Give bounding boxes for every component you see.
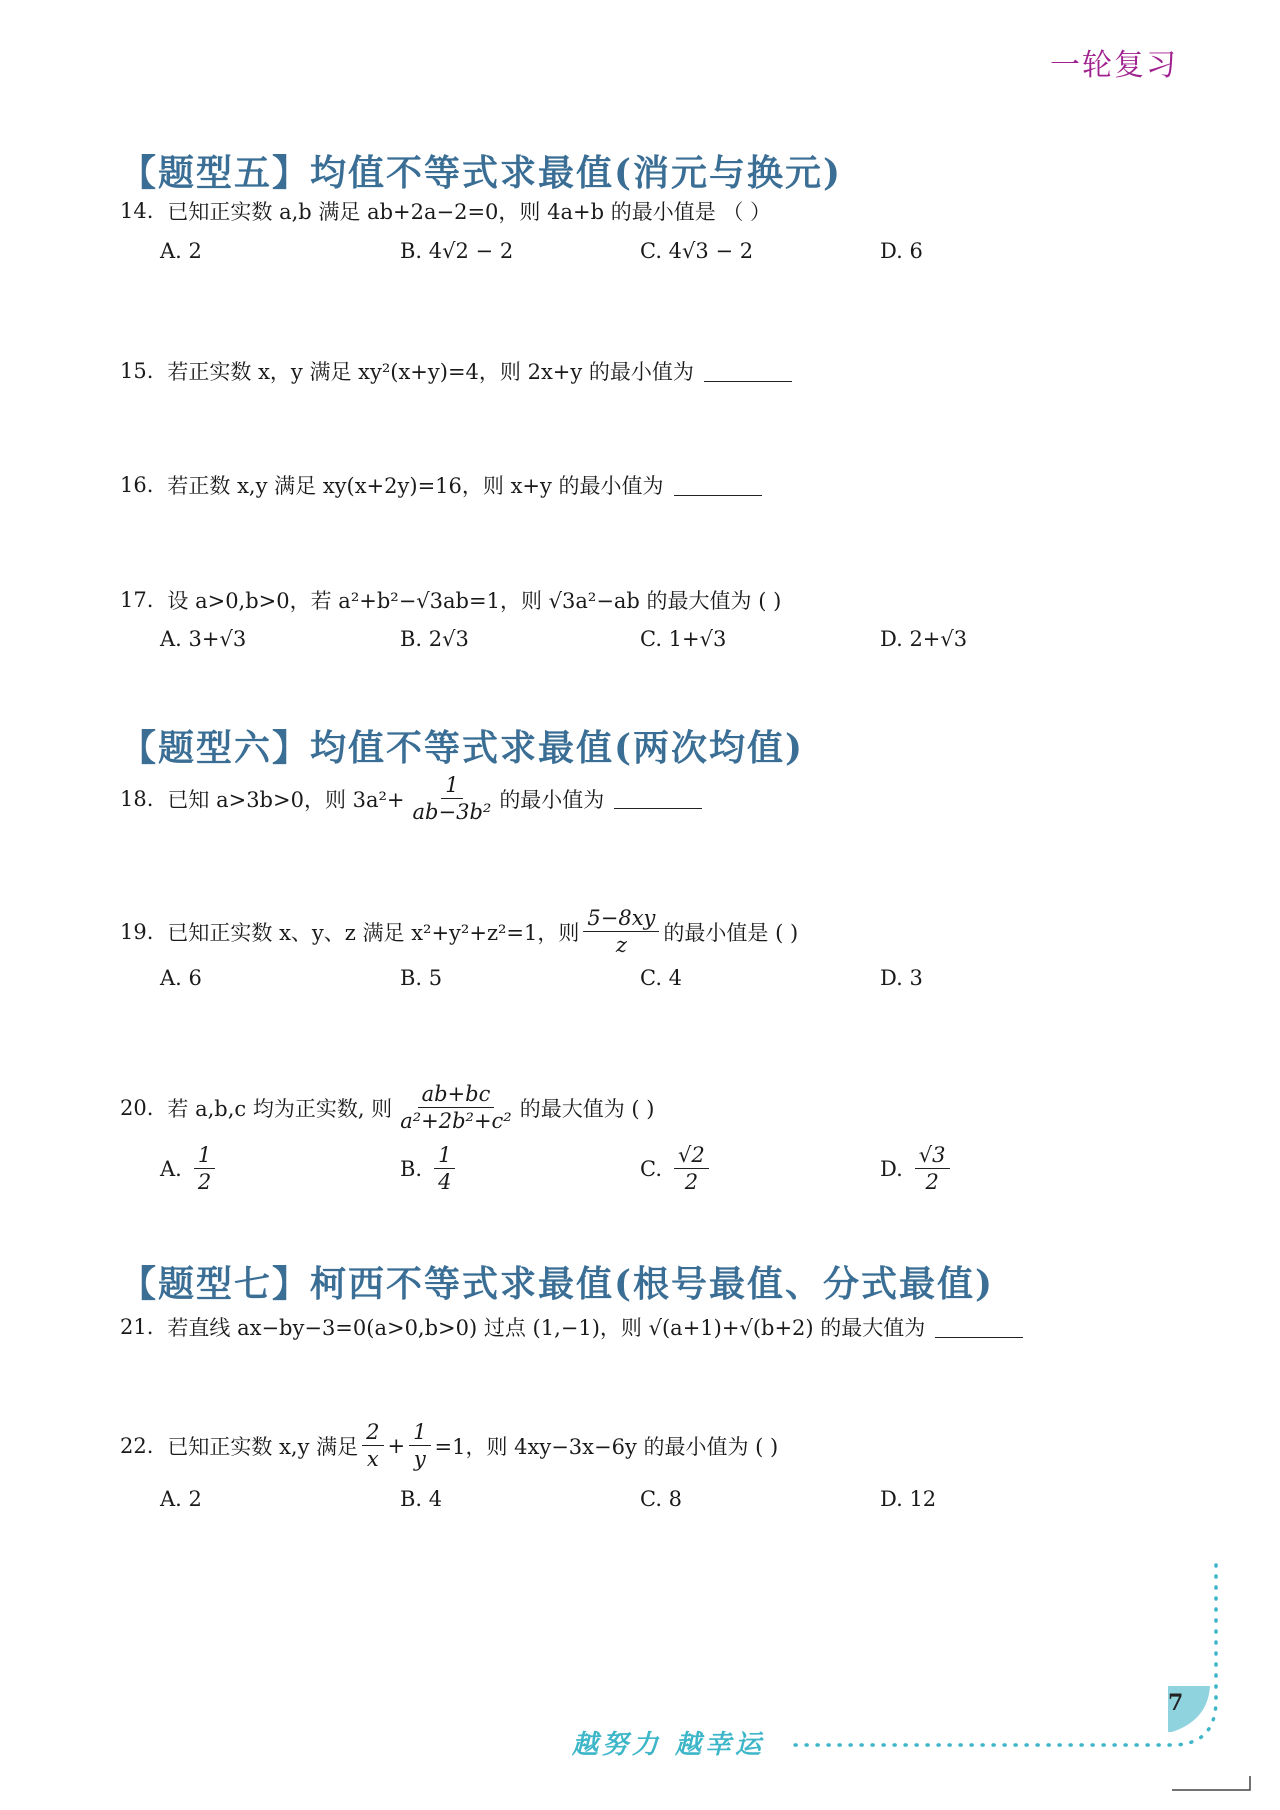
fraction-denominator: 2 bbox=[925, 1170, 939, 1195]
question-stem-post: 的最小值是 ( ) bbox=[663, 920, 799, 945]
question-stem: 已知正实数 a,b 满足 ab+2a−2=0，则 4a+b 的最小值是 （ ） bbox=[167, 200, 772, 224]
plus-sign: + bbox=[387, 1433, 406, 1458]
option-a[interactable]: A. 6 bbox=[160, 966, 202, 990]
section-title-type7: 【题型七】柯西不等式求最值(根号最值、分式最值) bbox=[120, 1263, 995, 1305]
fraction-numerator: √2 bbox=[674, 1143, 709, 1169]
fraction-numerator: 2 bbox=[362, 1420, 383, 1446]
question-stem-post: 的最小值为 bbox=[499, 787, 605, 812]
option-b[interactable]: B. 2√3 bbox=[400, 627, 469, 651]
option-label: B. bbox=[400, 1156, 423, 1181]
question-stem-post: =1，则 4xy−3x−6y 的最小值为 ( ) bbox=[434, 1434, 779, 1459]
question-stem: 若直线 ax−by−3=0(a>0,b>0) 过点 (1,−1)，则 √(a+1)+√(b+2) 的最大值为 bbox=[167, 1316, 926, 1340]
question-number: 21. bbox=[120, 1315, 154, 1339]
question-stem: 若正实数 x，y 满足 xy²(x+y)=4，则 2x+y 的最小值为 bbox=[167, 360, 694, 384]
question-stem-pre: 已知 a>3b>0，则 3a²+ bbox=[167, 787, 405, 812]
corner-mark bbox=[1172, 1776, 1250, 1790]
fraction-denominator: y bbox=[413, 1447, 426, 1472]
question-stem-pre: 已知正实数 x、y、z 满足 x²+y²+z²=1，则 bbox=[167, 920, 580, 945]
question-stem: 设 a>0,b>0，若 a²+b²−√3ab=1，则 √3a²−ab 的最大值为 ( ) bbox=[167, 589, 782, 613]
fraction-numerator: √3 bbox=[915, 1143, 950, 1169]
question-number: 19. bbox=[120, 919, 154, 944]
question-number: 17. bbox=[120, 588, 154, 612]
question-stem-pre: 已知正实数 x,y 满足 bbox=[167, 1434, 359, 1459]
footer-motto: 越努力 越幸运 bbox=[572, 1730, 766, 1760]
header-title: 一轮复习 bbox=[1050, 48, 1178, 83]
fraction-denominator: 2 bbox=[197, 1170, 212, 1195]
option-c[interactable]: C. 4 bbox=[640, 966, 683, 990]
option-label: C. bbox=[640, 1156, 662, 1181]
fraction-denominator: z bbox=[615, 933, 627, 958]
fraction-numerator: 1 bbox=[434, 1143, 455, 1169]
question-number: 18. bbox=[120, 786, 154, 811]
option-b[interactable]: B. 4√2 − 2 bbox=[400, 239, 514, 263]
option-label: A. bbox=[160, 1156, 182, 1181]
fraction-denominator: 2 bbox=[684, 1170, 699, 1195]
section-title-type6: 【题型六】均值不等式求最值(两次均值) bbox=[120, 727, 805, 769]
dotted-border bbox=[790, 1565, 1216, 1745]
option-d[interactable]: D. 6 bbox=[880, 239, 923, 263]
option-label: D. bbox=[880, 1156, 903, 1181]
option-d[interactable]: D. 12 bbox=[880, 1487, 937, 1511]
fraction-numerator: 1 bbox=[441, 773, 462, 799]
fraction-numerator: 1 bbox=[409, 1420, 430, 1446]
option-b[interactable]: B. 4 bbox=[400, 1487, 443, 1511]
question-stem: 若正数 x,y 满足 xy(x+2y)=16，则 x+y 的最小值为 bbox=[167, 474, 664, 498]
option-c[interactable]: C. 8 bbox=[640, 1487, 683, 1511]
question-stem-pre: 若 a,b,c 均为正实数, 则 bbox=[167, 1096, 393, 1121]
option-d[interactable]: D. 2+√3 bbox=[880, 627, 968, 651]
fraction-denominator: a²+2b²+c² bbox=[400, 1109, 512, 1134]
page-number: 7 bbox=[1168, 1690, 1184, 1716]
fraction-numerator: 1 bbox=[194, 1143, 215, 1169]
question-number: 16. bbox=[120, 473, 154, 497]
option-a[interactable]: A. 3+√3 bbox=[160, 627, 247, 651]
option-d[interactable]: D. 3 bbox=[880, 966, 923, 990]
option-b[interactable]: B. 5 bbox=[400, 966, 443, 990]
question-number: 14. bbox=[120, 199, 154, 223]
option-a[interactable]: A. 2 bbox=[160, 1487, 202, 1511]
option-a[interactable]: A. 2 bbox=[160, 239, 202, 263]
option-c[interactable]: C. 4√3 − 2 bbox=[640, 239, 754, 263]
fraction-denominator: x bbox=[366, 1447, 379, 1472]
question-stem-post: 的最大值为 ( ) bbox=[519, 1096, 655, 1121]
question-number: 15. bbox=[120, 359, 154, 383]
option-c[interactable]: C. 1+√3 bbox=[640, 627, 727, 651]
fraction-denominator: ab−3b² bbox=[412, 800, 492, 825]
fraction-numerator: ab+bc bbox=[418, 1082, 495, 1108]
fraction-denominator: 4 bbox=[438, 1170, 452, 1195]
question-number: 22. bbox=[120, 1433, 154, 1458]
section-title-type5: 【题型五】均值不等式求最值(消元与换元) bbox=[120, 152, 843, 194]
fraction-numerator: 5−8xy bbox=[583, 906, 659, 932]
question-number: 20. bbox=[120, 1095, 154, 1120]
